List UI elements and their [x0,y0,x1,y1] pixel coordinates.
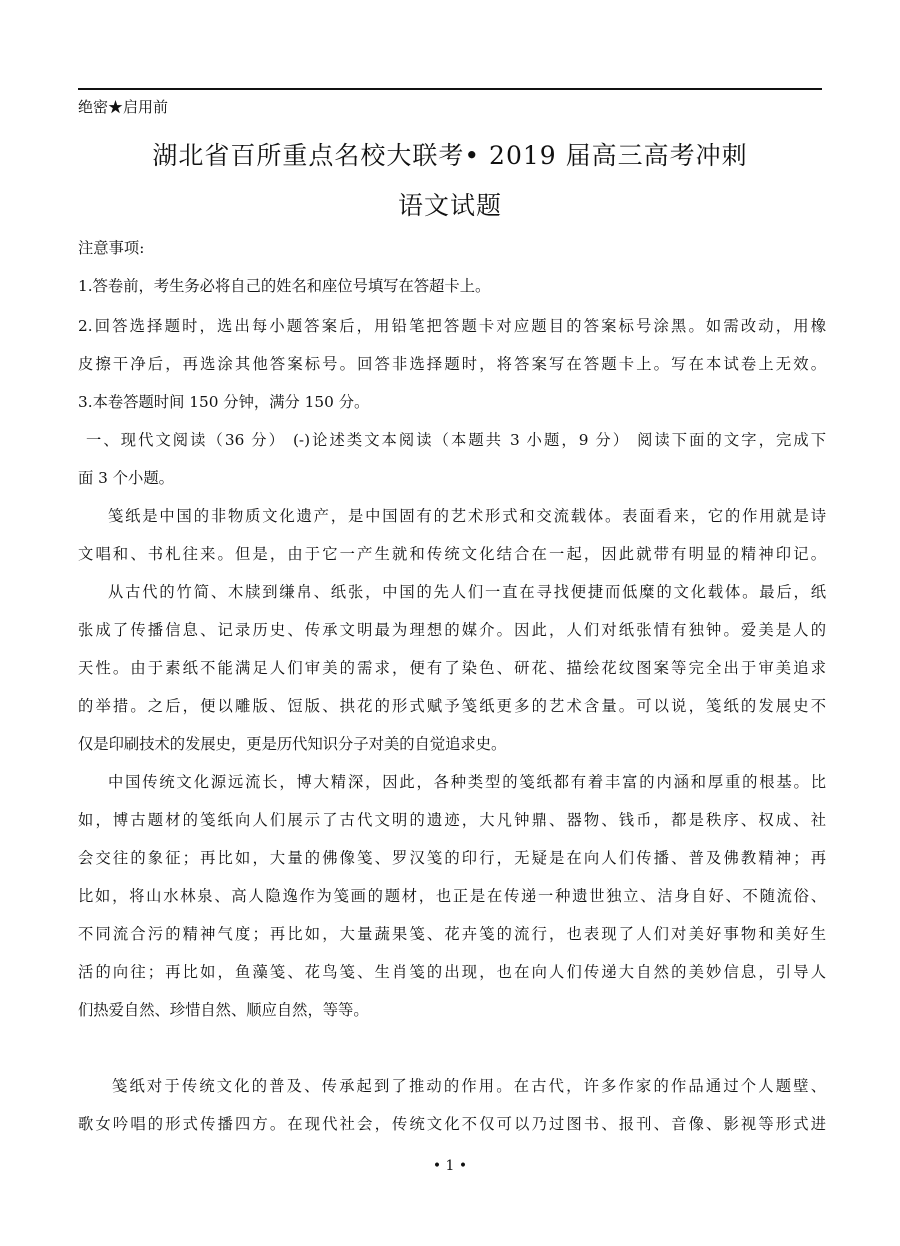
exam-title: 湖北省百所重点名校大联考• 2019 届高三高考冲刺 [152,141,748,170]
note-item-2-line-1: 2.回答选择题时，选出每小题答案后，用铅笔把答题卡对应题目的答案标号涂黑。如需改动，用橡 [78,317,826,335]
paragraph-4-line-2: 歌女吟唱的形式传播四方。在现代社会，传统文化不仅可以乃过图书、报刊、音像、影视等形式进 [78,1115,826,1133]
section-intro-line-1: 一、现代文阅读（36 分） (-)论述类文本阅读（本题共 3 小题，9 分） 阅读下面的文字，完成下 [86,431,826,449]
paragraph-2-line-4: 的举措。之后，便以雕版、饾版、拱花的形式赋予笺纸更多的艺术含量。可以说，笺纸的发展史不 [78,697,826,715]
paragraph-2-line-3: 天性。由于素纸不能满足人们审美的需求，便有了染色、研花、描绘花纹图案等完全出于审美追求 [78,659,826,677]
paragraph-1-line-2: 文唱和、书札往来。但是，由于它一产生就和传统文化结合在一起，因此就带有明显的精神印记。 [78,545,826,563]
exam-subtitle: 语文试题 [397,191,502,220]
page-number: • 1 • [432,1158,468,1174]
paragraph-3-line-3: 会交往的象征；再比如，大量的佛像笺、罗汉笺的印行，无疑是在向人们传播、普及佛教精神；再 [78,849,826,867]
notes-heading: 注意事项: [78,239,145,257]
paragraph-2-line-1: 从古代的竹简、木牍到缣帛、纸张，中国的先人们一直在寻找便捷而低糜的文化载体。最后，纸 [108,583,826,601]
confidential-label: 绝密★启用前 [78,98,169,116]
paragraph-2-line-5: 仅是印刷技术的发展史，更是历代知识分子对美的自觉追求史。 [78,735,507,753]
note-item-2-line-2: 皮擦干净后，再选涂其他答案标号。回答非选择题时，将答案写在答题卡上。写在本试卷上无效。 [78,355,826,373]
paragraph-3-line-2: 如，博古题材的笺纸向人们展示了古代文明的遗迹，大凡钟鼎、器物、钱币，都是秩序、权成、社 [78,811,826,829]
paragraph-3-line-4: 比如，将山水林泉、高人隐逸作为笺画的题材，也正是在传递一种遗世独立、洁身自好、不随流俗、 [78,887,826,905]
note-item-3: 3.本卷答题时间 150 分钟，满分 150 分。 [78,393,370,411]
paragraph-3-line-5: 不同流合污的精神气度；再比如，大量蔬果笺、花卉笺的流行，也表现了人们对美好事物和美好生 [78,925,826,943]
paragraph-4-line-1: 笺纸对于传统文化的普及、传承起到了推动的作用。在古代，许多作家的作品通过个人题壁、 [112,1077,826,1095]
paragraph-3-line-7: 们热爱自然、珍惜自然、顺应自然，等等。 [78,1001,369,1019]
paragraph-3-line-1: 中国传统文化源远流长，博大精深，因此，各种类型的笺纸都有着丰富的内涵和厚重的根基。比 [108,773,826,791]
paragraph-2-line-2: 张成了传播信息、记录历史、传承文明最为理想的媒介。因此，人们对纸张情有独钟。爱美是人的 [78,621,826,639]
section-intro-line-2: 面 3 个小题。 [78,469,174,487]
top-rule [78,88,822,90]
paragraph-3-line-6: 活的向往；再比如，鱼藻笺、花鸟笺、生肖笺的出现，也在向人们传递大自然的美妙信息，引导人 [78,963,826,981]
paragraph-1-line-1: 笺纸是中国的非物质文化遗产，是中国固有的艺术形式和交流载体。表面看来，它的作用就是诗 [108,507,826,525]
note-item-1: 1.答卷前，考生务必将自己的姓名和座位号填写在答超卡上。 [78,277,491,295]
